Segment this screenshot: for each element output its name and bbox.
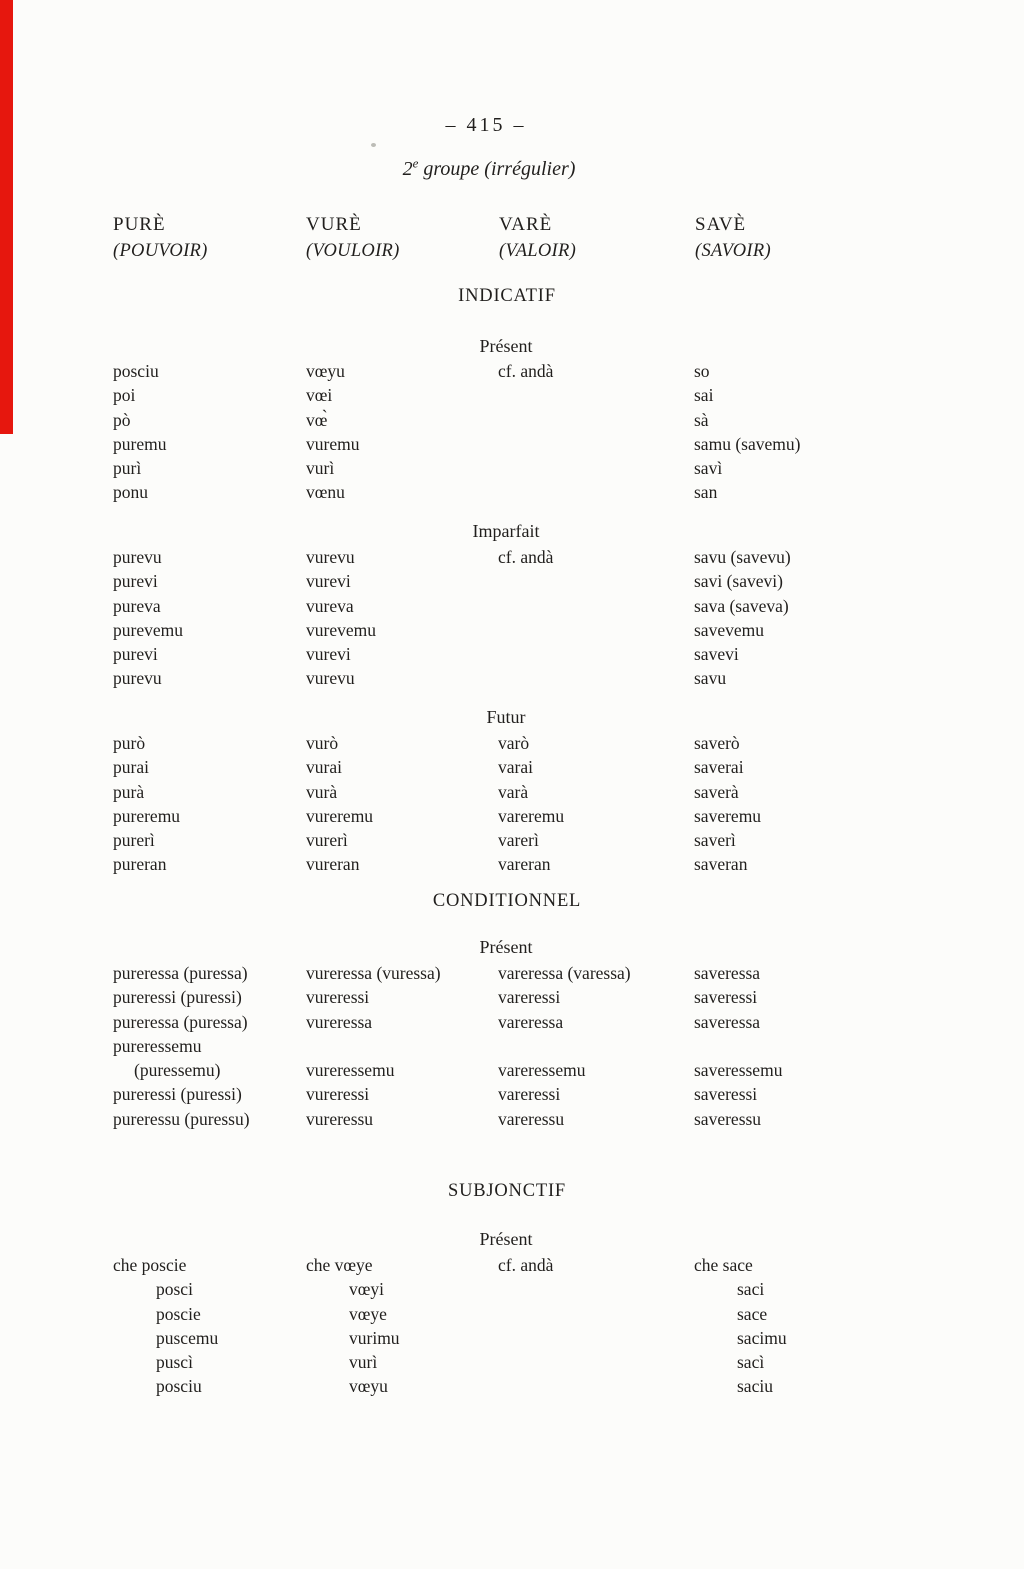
verb-form: vureressi [306, 1084, 370, 1105]
conjugation-row [0, 961, 1024, 985]
verb-form: sà [694, 409, 709, 430]
conjugation-row [0, 1277, 1024, 1301]
tense-heading-present: Présent [479, 336, 533, 356]
verb-form: vurevi [306, 571, 351, 592]
scan-speck [371, 143, 376, 147]
verb-form: so [694, 361, 710, 381]
conjugation-table-indicatif-present [0, 359, 1024, 505]
verb-form: saciu [737, 1376, 773, 1397]
conjugation-row [0, 731, 1024, 755]
verb-form: sacimu [737, 1327, 787, 1348]
verb-form: pureressa (puressa) [113, 1011, 248, 1032]
verb-name: PURÈ [113, 214, 166, 235]
tense-heading-imparfait: Imparfait [472, 521, 540, 541]
verb-form: vœ̀ [306, 409, 328, 430]
verb-form: vurevu [306, 668, 355, 689]
group-title-rest: groupe (irrégulier) [418, 158, 576, 180]
cross-reference: cf. andà [498, 547, 554, 567]
verb-header-save [695, 211, 771, 265]
verb-form: purò [113, 733, 146, 753]
verb-name: VURÈ [306, 214, 362, 235]
verb-form: vurevi [306, 644, 351, 665]
tense-heading-futur: Futur [486, 707, 526, 727]
verb-form: vureressu [306, 1108, 374, 1129]
verb-form: purì [113, 458, 142, 479]
verb-form: saveressemu [694, 1060, 783, 1081]
verb-form: vurì [349, 1352, 378, 1373]
verb-gloss: (SAVOIR) [695, 241, 771, 261]
verb-form: vareressu [498, 1108, 565, 1129]
verb-form: pureressi (puressi) [113, 987, 242, 1008]
verb-form: pureressa (puressa) [113, 963, 248, 983]
conjugation-row [0, 985, 1024, 1009]
verb-name: VARÈ [499, 214, 553, 235]
conjugation-row [0, 666, 1024, 690]
verb-form: posciu [156, 1376, 202, 1397]
verb-form: vurà [306, 781, 338, 802]
conjugation-row [0, 828, 1024, 852]
verb-form: saveressi [694, 987, 758, 1008]
conjugation-row [0, 480, 1024, 504]
verb-form: che poscie [113, 1255, 187, 1275]
verb-form: varò [498, 733, 530, 753]
conjugation-row [0, 1082, 1024, 1106]
conjugation-row [0, 383, 1024, 407]
conjugation-row [0, 594, 1024, 618]
conjugation-row [0, 1107, 1024, 1131]
conjugation-table-conditionnel-present [0, 961, 1024, 1131]
conjugation-row [0, 780, 1024, 804]
verb-form: vareressa [498, 1011, 564, 1032]
verb-form: vareressemu [498, 1060, 586, 1081]
verb-form: purerì [113, 830, 155, 851]
conjugation-table-indicatif-futur [0, 731, 1024, 877]
mood-heading-indicatif: INDICATIF [458, 286, 556, 306]
verb-form: savevemu [694, 619, 764, 640]
verb-form: vœyu [306, 361, 345, 381]
verb-form: pureressi (puressi) [113, 1084, 242, 1105]
verb-form: varerì [498, 830, 539, 851]
conjugation-row [0, 618, 1024, 642]
verb-form: purevi [113, 644, 158, 665]
verb-form: vurimu [349, 1327, 400, 1348]
verb-form: savi (savevi) [694, 571, 783, 592]
verb-form: saveran [694, 854, 748, 875]
verb-form: purevu [113, 547, 162, 567]
verb-form: vurì [306, 458, 335, 479]
conjugation-row [0, 804, 1024, 828]
verb-form: purevemu [113, 619, 183, 640]
verb-form: vureressa [306, 1011, 373, 1032]
verb-form: pò [113, 409, 131, 430]
verb-form: vurevu [306, 547, 355, 567]
verb-form: saverò [694, 733, 740, 753]
verb-form: pureremu [113, 805, 181, 826]
verb-form: vareran [498, 854, 551, 875]
mood-heading-conditionnel: CONDITIONNEL [432, 891, 582, 911]
conjugation-row [0, 1010, 1024, 1034]
verb-form: vœye [349, 1303, 387, 1324]
group-title-num: 2 [402, 158, 413, 180]
conjugation-row [0, 432, 1024, 456]
verb-form: pureressemu [113, 1035, 202, 1056]
verb-name: SAVÈ [695, 214, 747, 235]
conjugation-row [0, 569, 1024, 593]
mood-heading-subjonctif: SUBJONCTIF [448, 1181, 566, 1201]
conjugation-row [0, 1302, 1024, 1326]
verb-form: purevi [113, 571, 158, 592]
verb-form: puremu [113, 433, 167, 454]
verb-form: vareremu [498, 805, 565, 826]
verb-form: sacì [737, 1352, 765, 1373]
verb-form: vœnu [306, 482, 345, 503]
verb-form: purevu [113, 668, 162, 689]
conjugation-table-indicatif-imparfait [0, 545, 1024, 691]
verb-header-vare [499, 211, 576, 265]
conjugation-row [0, 408, 1024, 432]
cross-reference: cf. andà [498, 1255, 554, 1275]
tense-heading-present: Présent [479, 1229, 533, 1249]
conjugation-row [0, 456, 1024, 480]
group-title [0, 155, 978, 181]
verb-form: varai [498, 757, 533, 778]
verb-form: savu [694, 668, 727, 689]
conjugation-row [0, 545, 1024, 569]
verb-form: vœi [306, 385, 333, 406]
verb-form: vureran [306, 854, 360, 875]
verb-form: san [694, 482, 718, 503]
verb-form: purai [113, 757, 149, 778]
conjugation-row [0, 852, 1024, 876]
verb-header-pure [113, 211, 208, 265]
verb-form: vareressa (varessa) [498, 963, 631, 983]
conjugation-row [0, 359, 1024, 383]
verb-form: che vœye [306, 1255, 373, 1275]
verb-form: vureremu [306, 805, 374, 826]
verb-form: sai [694, 385, 714, 406]
verb-form: saverà [694, 781, 739, 802]
verb-form: purà [113, 781, 145, 802]
verb-form: vurerì [306, 830, 348, 851]
tense-heading-present: Présent [479, 937, 533, 957]
verb-form: pureressu (puressu) [113, 1108, 250, 1129]
conjugation-row [0, 1034, 1024, 1058]
verb-form: pureva [113, 595, 161, 616]
verb-form: saverì [694, 830, 736, 851]
verb-form: savu (savevu) [694, 547, 791, 567]
verb-form: saveremu [694, 805, 762, 826]
group-title-sup: e [412, 155, 419, 171]
verb-form: saveressi [694, 1084, 758, 1105]
verb-form: savevi [694, 644, 739, 665]
verb-form: saci [737, 1279, 765, 1300]
verb-gloss: (VOULOIR) [306, 241, 400, 261]
verb-form: vureressa (vuressa) [306, 963, 441, 983]
cross-reference: cf. andà [498, 361, 554, 381]
verb-form: pureran [113, 854, 167, 875]
conjugation-row [0, 642, 1024, 666]
verb-header-vure [306, 211, 400, 265]
verb-form: poscie [156, 1303, 201, 1324]
verb-form: puscemu [156, 1327, 219, 1348]
verb-form: vareressi [498, 1084, 561, 1105]
conjugation-row [0, 755, 1024, 779]
verb-form: saveressu [694, 1108, 762, 1129]
verb-gloss: (VALOIR) [499, 241, 577, 261]
verb-form: che sace [694, 1255, 753, 1275]
verb-form: vuremu [306, 433, 360, 454]
verb-form: vurevemu [306, 619, 376, 640]
verb-form: vureressi [306, 987, 370, 1008]
verb-form: sace [737, 1303, 768, 1324]
verb-form: saverai [694, 757, 744, 778]
conjugation-row [0, 1350, 1024, 1374]
verb-form: savì [694, 458, 723, 479]
verb-form: vureva [306, 595, 354, 616]
conjugation-row [0, 1326, 1024, 1350]
verb-form: vurai [306, 757, 342, 778]
verb-form: vœyu [349, 1376, 388, 1397]
verb-form: ponu [113, 482, 148, 503]
conjugation-row [0, 1374, 1024, 1398]
verb-form: puscì [156, 1352, 193, 1373]
verb-form: vurò [306, 733, 339, 753]
verb-form: varà [498, 781, 529, 802]
page-number: – 415 – [445, 114, 527, 136]
verb-form: (puressemu) [134, 1060, 221, 1081]
verb-form: saveressa [694, 1011, 761, 1032]
verb-gloss: (POUVOIR) [113, 241, 208, 261]
verb-form: vœyi [349, 1279, 384, 1300]
verb-form: poi [113, 385, 136, 406]
verb-form: vureressemu [306, 1060, 395, 1081]
conjugation-table-subjonctif-present [0, 1253, 1024, 1399]
verb-form: saveressa [694, 963, 761, 983]
verb-form: posci [156, 1279, 193, 1300]
conjugation-row [0, 1058, 1024, 1082]
conjugation-row [0, 1253, 1024, 1277]
verb-form: vareressi [498, 987, 561, 1008]
verb-form: samu (savemu) [694, 433, 801, 454]
verb-form: sava (saveva) [694, 595, 789, 616]
verb-form: posciu [113, 361, 159, 381]
